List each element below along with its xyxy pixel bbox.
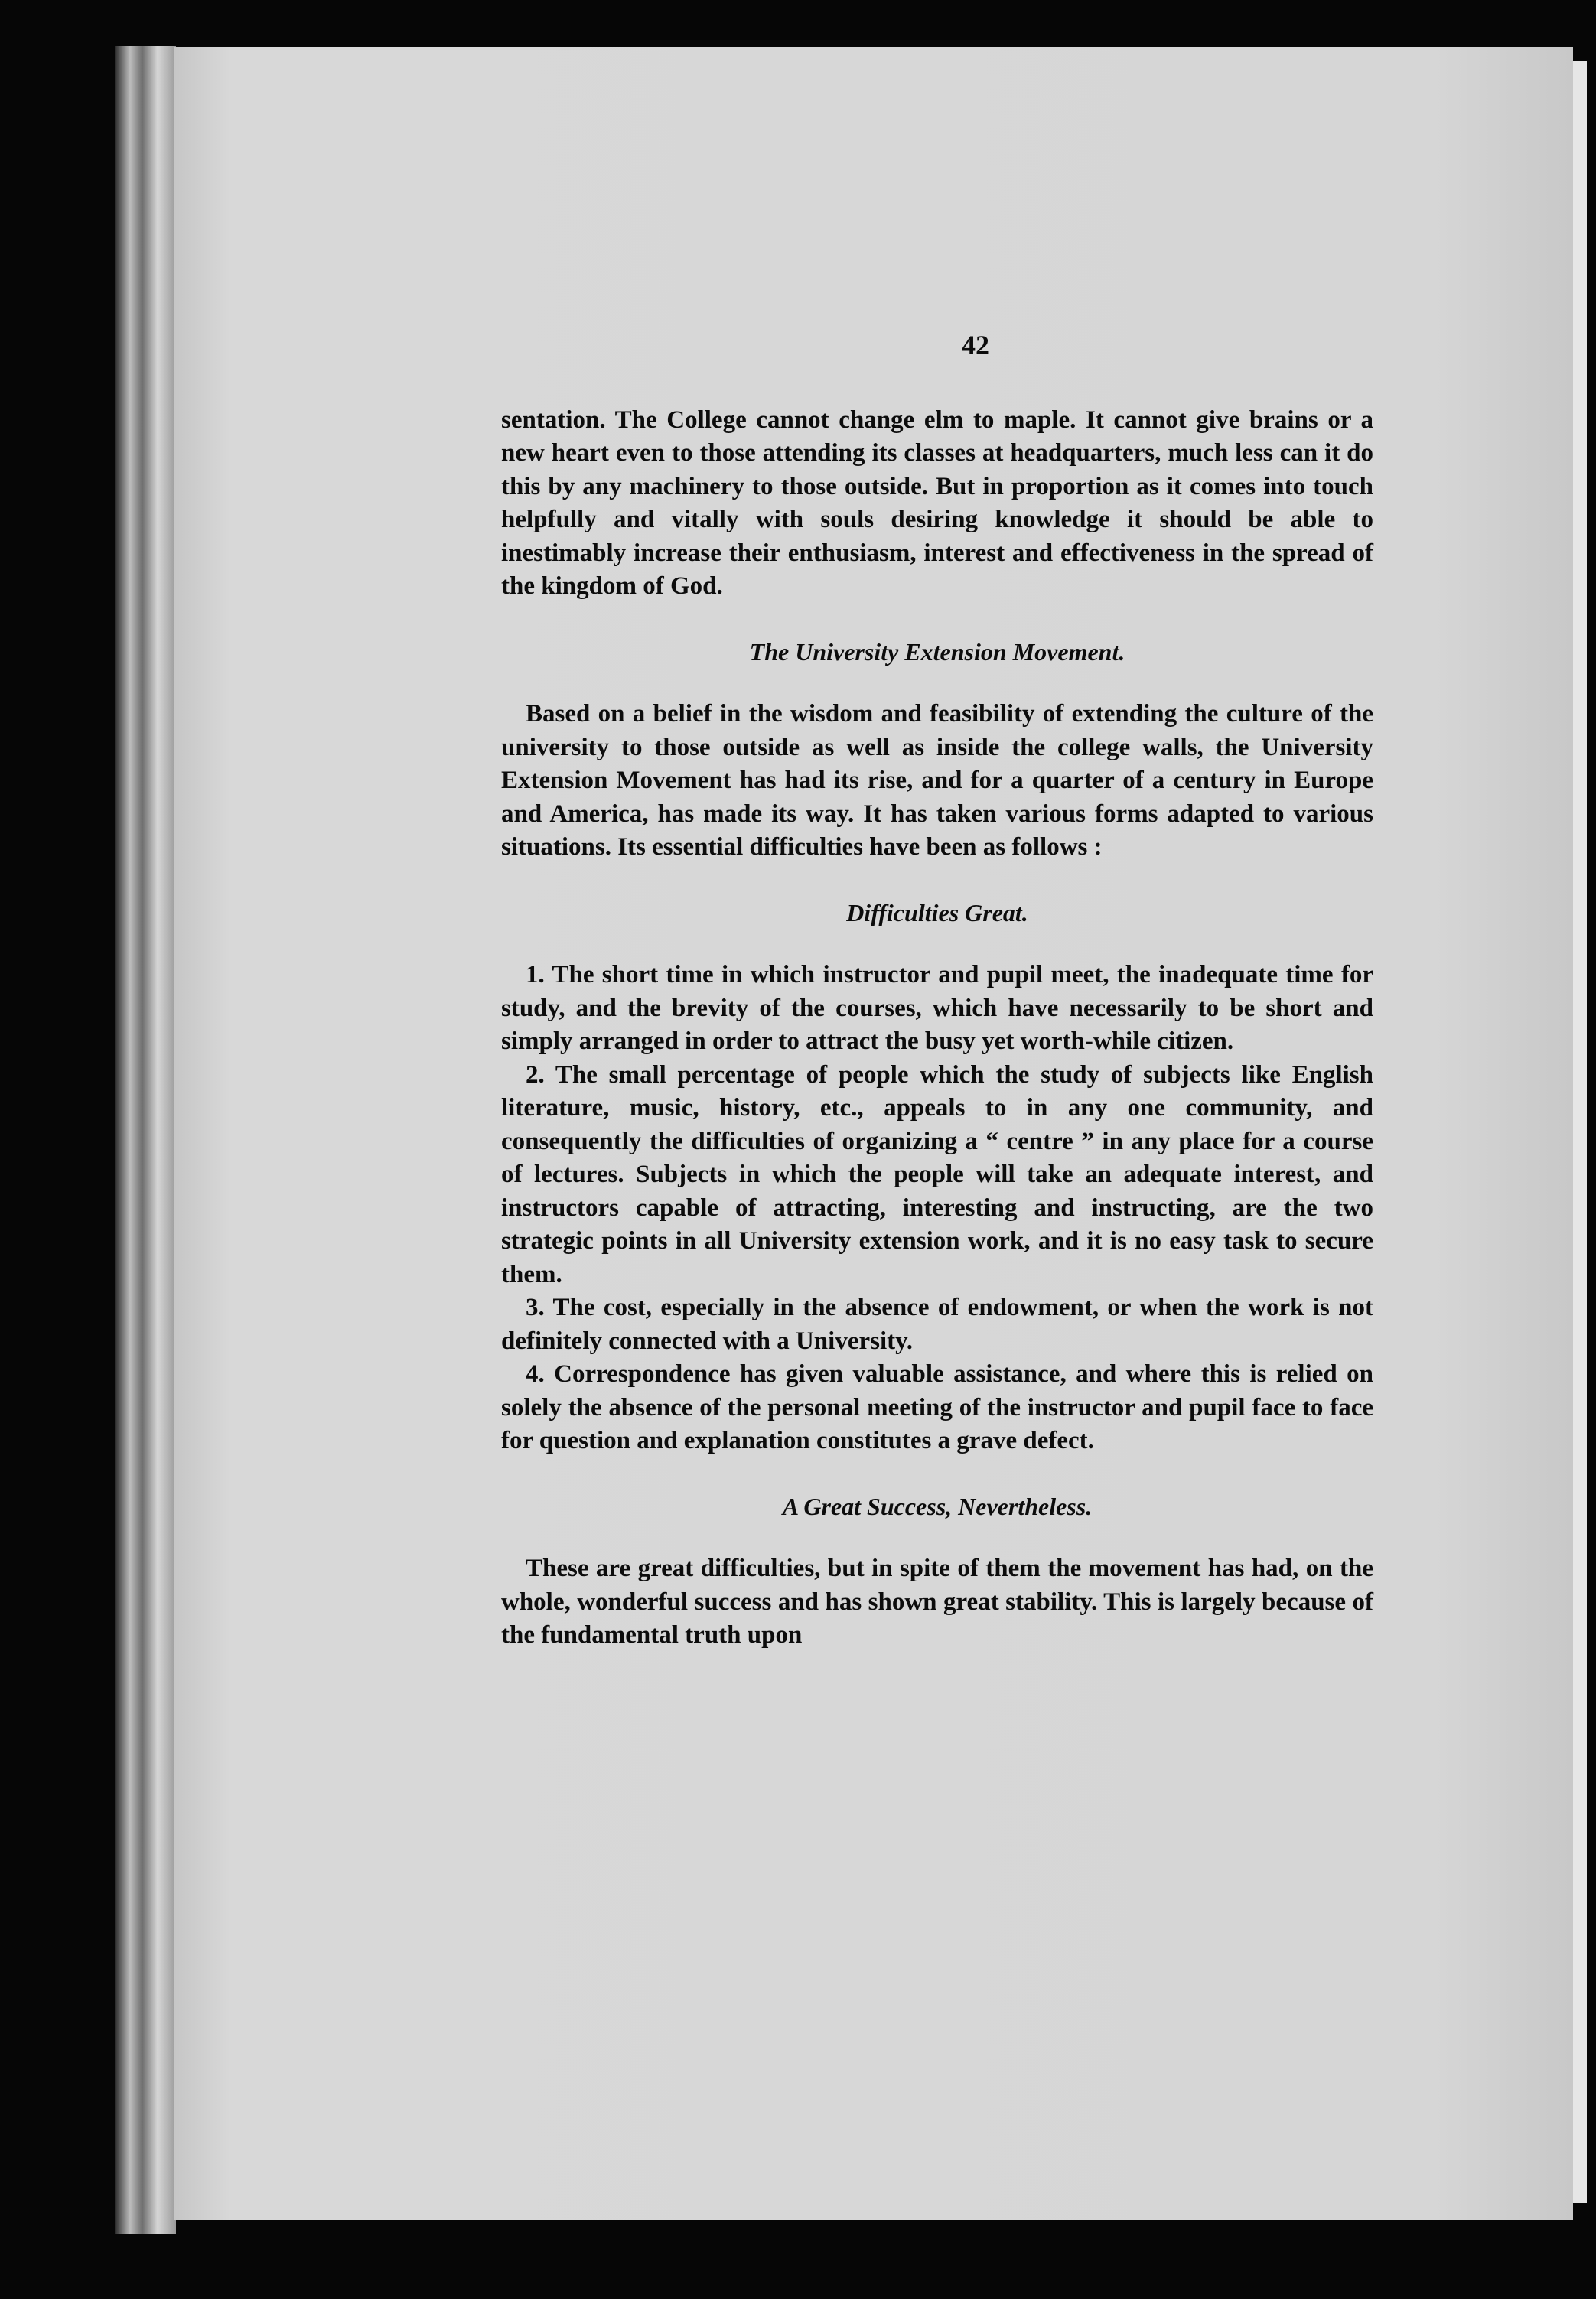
heading-extension: The University Extension Movement. <box>749 637 1125 666</box>
page-number: 42 <box>962 330 989 360</box>
success-paragraph: These are great difficulties, but in spite of them the movement has had, on the whole, wonderful success and has shown great stability. This is largely because of the fundamental truth upon <box>501 1555 1373 1649</box>
page-edge <box>1573 61 1587 2203</box>
difficulty-item-4: 4. Correspondence has given valuable assistance, and where this is relied on solely the absence of the personal meeting of the instructor and pupil face to face for question and explanation constitutes a grave defect. <box>501 1360 1373 1454</box>
difficulty-item-2: 2. The small percentage of people which the study of subjects like English literature, music, history, etc., appeals to in any one community, and consequently the difficulties of organizing a “ centre ” in any place for a course of lectures. Subjects in which the people will take an adequate interest, and instructors capable of attracting, interesting and instructing, are the two strategic points in all University extension work, and it is no easy task to secure them. <box>501 1060 1373 1288</box>
extension-paragraph: Based on a belief in the wisdom and feasibility of extending the culture of the university to those outside as well as inside the college walls, the University Extension Movement has had its rise, and for a quarter of a century in Europe and America, has made its way. It has taken various forms adapted to various situations. Its essential difficulties have been as follows : <box>501 700 1373 861</box>
heading-success: A Great Success, Nevertheless. <box>782 1492 1093 1520</box>
heading-difficulties: Difficulties Great. <box>846 898 1028 926</box>
page-text <box>501 329 1373 1653</box>
book-binding <box>115 46 176 2234</box>
intro-paragraph: sentation. The College cannot change elm to maple. It cannot give brains or a new heart even to those attending its classes at headquarters, much less can it do this by any machinery to those outside. But in proportion as it comes into touch helpfully and vitally with souls desiring knowledge it should be able to inestimably increase their enthusiasm, interest and effectiveness in the spread of the kingdom of God. <box>501 405 1373 600</box>
difficulty-item-1: 1. The short time in which instructor and pupil meet, the inadequate time for study, and the brevity of the courses, which have necessarily to be short and simply arranged in order to attract the busy yet worth-while citizen. <box>501 961 1373 1055</box>
difficulty-item-3: 3. The cost, especially in the absence of endowment, or when the work is not definitely connected with a University. <box>501 1294 1373 1355</box>
